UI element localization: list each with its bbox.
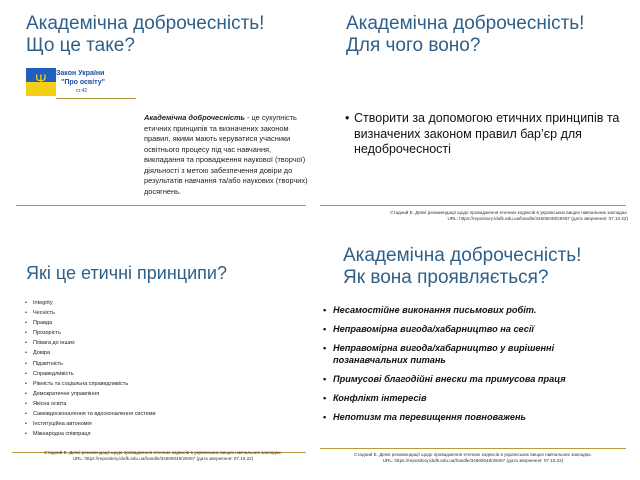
list-item: • Примусові благодійні внески та примусова праця — [323, 374, 623, 386]
ukraine-flag-icon — [26, 68, 56, 96]
law-badge — [26, 66, 110, 100]
list-item: • Якісна освіта — [25, 399, 156, 409]
slide-title-line1: Академічна доброчесність! — [343, 245, 582, 266]
list-item: • Самовдосконалення та вдосконалення системи — [25, 409, 156, 419]
list-item: • Неправомірна вигода/хабарництво у вирішенні позанавчальних питань — [323, 343, 623, 366]
slide-title-line1: Академічна доброчесність! — [26, 13, 265, 34]
slide-purpose — [320, 0, 640, 240]
citation — [328, 210, 628, 223]
list-item: • Підзвітність — [25, 359, 156, 369]
list-item: • Інституційна автономія — [25, 419, 156, 429]
slide-title-line1: Академічна доброчесність! — [346, 13, 585, 34]
citation-line2: URL: https://repository.ldufk.edu.ua/handle/34606048/29467 (дата звернення: 07.10.22) — [72, 456, 254, 462]
list-item: • Прозорість — [25, 328, 156, 338]
law-subtitle: "Про освіту" — [61, 79, 105, 86]
slide-title-line2: Для чого воно? — [346, 35, 481, 56]
list-item: • Чесність — [25, 308, 156, 318]
citation-line2: URL: https://repository.ldufk.edu.ua/handle/34606048/29467 (дата звернення: 07.10.22) — [447, 216, 628, 222]
divider — [320, 205, 626, 206]
list-item: • Рівність та соціальна справедливість — [25, 379, 156, 389]
list-item: • Довіра — [25, 348, 156, 358]
citation-line1: Стадний Е. Деякі рекомендації щодо провадження етичних кодексів в українських вищих навчальних закладах. — [390, 210, 628, 215]
purpose-list — [345, 111, 620, 158]
citation-line1: Стадний Е. Деякі рекомендації щодо провадження етичних кодексів в українських вищих навчальних закладах. — [44, 450, 282, 455]
slide-title-line2: Що це таке? — [26, 35, 135, 56]
slide-title — [26, 13, 264, 57]
list-item: • Створити за допомогою етичних принципів та визначених законом правил бар’єр для недоброчесності — [345, 111, 620, 158]
list-item: • Integrity — [25, 298, 156, 308]
law-underline — [56, 98, 136, 99]
list-item: • Непотизм та перевищення повноважень — [323, 412, 623, 424]
slide-what-is-it — [0, 0, 320, 240]
slide-principles — [0, 240, 320, 480]
citation-line1: Стадний Е. Деякі рекомендації щодо провадження етичних кодексів в українських вищих навчальних закладах. — [354, 452, 592, 457]
law-title: Закон України — [56, 70, 105, 77]
slide-title — [346, 13, 584, 57]
list-item: • Міжнародна співпраця — [25, 429, 156, 439]
principles-list — [25, 298, 156, 439]
list-item: • Неправомірна вигода/хабарництво на сесії — [323, 324, 623, 336]
slide-manifestations — [320, 240, 640, 480]
citation-line2: URL: https://repository.ldufk.edu.ua/handle/34606048/29467 (дата звернення: 07.10.22) — [382, 458, 564, 464]
slide-title — [343, 245, 581, 289]
citation — [320, 452, 626, 465]
definition-term: Академічна доброчесність — [144, 113, 245, 122]
list-item: • Несамостійне виконання письмових робіт. — [323, 305, 623, 317]
law-article: ст.42 — [76, 88, 88, 94]
manifestations-list — [323, 305, 623, 431]
trident-icon: Ψ — [35, 71, 47, 87]
definition-text: - це сукупність етичних принципів та визначених законом правил, якими мають керуватися учасники освітнього процесу під час навчання, викладання та провадження наукової (творчої) діяльності з метою забезпечення довіри до результатів навчання та/або наукових (творчих) досягнень. — [144, 113, 308, 196]
list-item: • Конфлікт інтересів — [323, 393, 623, 405]
citation — [20, 450, 306, 463]
divider — [16, 205, 306, 206]
slide-title: Які це етичні принципи? — [26, 263, 227, 283]
divider — [320, 448, 626, 449]
list-item: • Правда — [25, 318, 156, 328]
definition-paragraph — [144, 113, 308, 197]
list-item: • Повага до інших — [25, 338, 156, 348]
list-item: • Демократичне управління — [25, 389, 156, 399]
slide-title-line2: Як вона проявляється? — [343, 267, 549, 288]
list-item: • Справедливість — [25, 369, 156, 379]
